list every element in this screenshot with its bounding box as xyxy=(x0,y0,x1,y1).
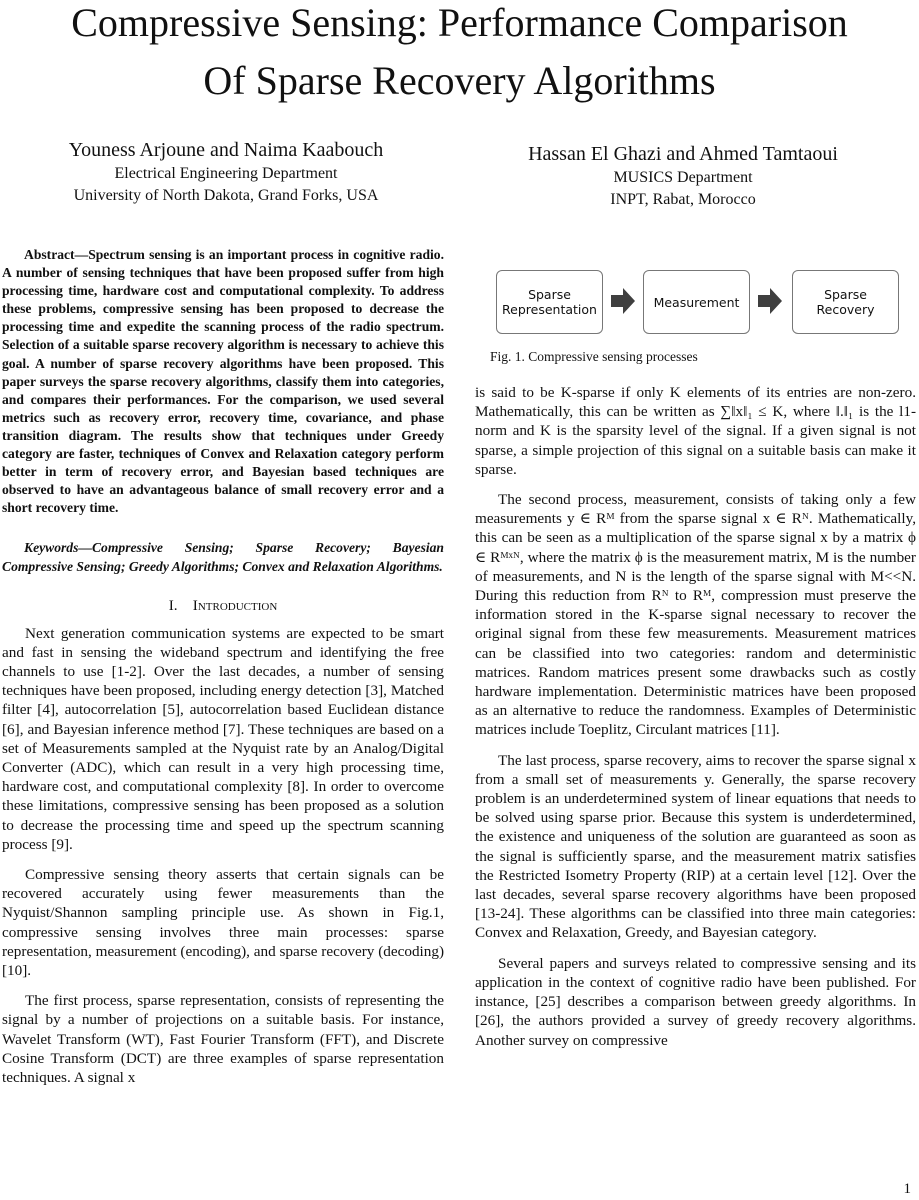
author-names-left: Youness Arjoune and Naima Kaabouch xyxy=(68,139,384,161)
author-names-right: Hassan El Ghazi and Ahmed Tamtaoui xyxy=(528,143,838,165)
right-paragraph-3: The last process, sparse recovery, aims to recover the sparse signal x from a small set of measurements y. Generally, the sparse recovery problem is an underdetermined system of linear equations that needs to be solved using sparse prior. Because this system is underdetermined, the existence and uniqueness of the solution are guaranteed as soon as the signal is sufficiently sparse, and the measurement matrix satisfies the Restricted Isometry Property (RIP) at a certain level [12]. Over the last decades, several sparse recovery algorithms have been proposed [13-24]. These algorithms can be classified into three main categories: Convex and Relaxation, Greedy, and Bayesian category. xyxy=(475,751,916,942)
intro-paragraph-2: Compressive sensing theory asserts that certain signals can be recovered accurately using fewer measurements than the Nyquist/Shannon sampling principle use. As shown in Fig.1, compressive sensing involves three main processes: sparse representation, measurement (encoding), and sparse recovery (decoding) [10]. xyxy=(2,866,444,980)
figure-1-caption: Fig. 1. Compressive sensing processes xyxy=(490,349,698,364)
abstract xyxy=(2,246,444,517)
section-title: Introduction xyxy=(192,596,278,614)
abstract-lead: Abstract— xyxy=(24,247,89,262)
abstract-text: Spectrum sensing is an important process in cognitive radio. A number of sensing techniques that have been proposed suffer from high processing time, hardware cost and computational complexity. To address these problems, compressive sensing has been proposed to decrease the processing time and expedite the scanning process of the radio spectrum. Selection of a suitable sparse recovery algorithm is necessary to achieve this goal. A number of sparse recovery algorithms have been proposed. This paper surveys the sparse recovery algorithms, classify them into categories, and compares their performances. For the comparison, we used several metrics such as recovery error, recovery time, covariance, and phase transition diagram. The results show that techniques under Greedy category are faster, techniques of Convex and Relaxation category perform better in term of recovery error, and Bayesian based techniques are observed to have an advantageous balance of small recovery error and a short recovery time. xyxy=(2,247,444,516)
author-dept-left: Electrical Engineering Department xyxy=(114,165,338,182)
title-line-2: Of Sparse Recovery Algorithms xyxy=(203,58,716,103)
intro-paragraph-3: The first process, sparse representation, consists of representing the signal by a number of projections on a suitable basis. For instance, Wavelet Transform (WT), Fast Fourier Transform (FFT), and Discrete Cosine Transform (DCT) are three examples of sparse representation techniques. A signal x xyxy=(2,992,444,1087)
box1-line2: Representation xyxy=(502,302,597,317)
box3-line2: Recovery xyxy=(816,302,875,317)
measurement-box xyxy=(643,270,750,334)
keywords: Keywords—Compressive Sensing; Sparse Recovery; Bayesian Compressive Sensing; Greedy Algorithms; Convex and Relaxation Algorithms. xyxy=(2,540,444,574)
right-paragraph-4: Several papers and surveys related to compressive sensing and its application in the context of cognitive radio have been published. For instance, [25] describes a comparison between greedy algorithms. In [26], the authors provided a survey of greedy recovery algorithms. Another survey on compressive xyxy=(475,954,916,1049)
author-block-right xyxy=(470,141,896,211)
author-block-left xyxy=(20,137,432,207)
sparse-representation-box xyxy=(496,270,603,334)
section-number: I. xyxy=(168,596,178,614)
arrow-right-icon xyxy=(611,288,635,314)
author-inst-right: INPT, Rabat, Morocco xyxy=(610,191,756,208)
author-inst-left: University of North Dakota, Grand Forks, USA xyxy=(73,187,379,204)
sparse-recovery-box xyxy=(792,270,899,334)
right-paragraph-2: The second process, measurement, consists of taking only a few measurements y ∈ Rᴹ from the sparse signal x ∈ Rᴺ. Mathematically, this can be seen as a multiplication of the sparse signal x by a matrix ϕ ∈ Rᴹˣᴺ, where the matrix ϕ is the measurement matrix, M is the number of measurements, and N is the length of the sparse signal with M<<N. During this reduction from Rᴺ to Rᴹ, compression must preserve the information stored in the K-sparse signal necessary to recover the original signal from these few measurements. Measurement matrices can be classified into two categories: random and deterministic matrices. Random matrices present some drawbacks such as costly hardware implementation. Deterministic matrices have been proposed as an alternative to reduce the randomness. Examples of Deterministic matrices include Toeplitz, Circulant matrices [11]. xyxy=(475,491,916,739)
author-dept-right: MUSICS Department xyxy=(613,169,753,186)
title-line-1: Compressive Sensing: Performance Comparison xyxy=(71,0,848,45)
arrow-right-icon xyxy=(758,288,782,314)
section-heading-introduction xyxy=(2,596,444,616)
box1-line1: Sparse xyxy=(528,287,571,302)
page-number: 1 xyxy=(903,1181,911,1197)
paper-title xyxy=(0,0,919,110)
left-column xyxy=(2,246,444,1098)
right-column xyxy=(475,383,916,1061)
right-paragraph-1: is said to be K-sparse if only K elements of its entries are non-zero. Mathematically, this can be written as ∑‖x‖₁ ≤ K, where ‖.‖₁ is the l1-norm and K is the sparsity level of the signal. If a given signal is not sparse, a simple projection of this signal on a suitable basis can make it sparse. xyxy=(475,384,916,478)
box3-line1: Sparse xyxy=(824,287,867,302)
intro-paragraph-1: Next generation communication systems are expected to be smart and fast in sensing the wideband spectrum and identifying the free channels to use [1-2]. Over the last decades, a number of sensing techniques have been proposed, including energy detection [3], Matched filter [4], autocorrelation [5], autocorrelation based Euclidean distance [6], and Bayesian inference method [7]. These techniques are based on a set of Measurements sampled at the Nyquist rate by an Analog/Digital Converter (ADC), which can result in a very high processing time, hardware cost, and computational complexity [8]. In order to overcome these limitations, compressive sensing has been proposed as a solution to decrease the processing time and speed up the spectrum scanning process [9]. xyxy=(2,624,444,853)
box2-label: Measurement xyxy=(653,294,740,310)
figure-1-diagram xyxy=(490,262,918,342)
